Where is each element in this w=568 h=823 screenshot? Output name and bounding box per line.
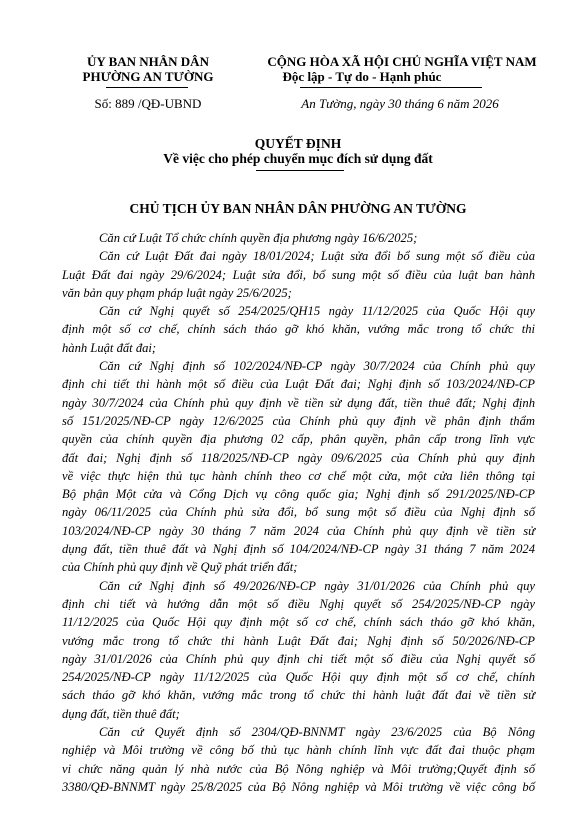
body-line: Căn cứ Luật Tổ chức chính quyền địa phương ngày 16/6/2025; [99, 231, 418, 245]
body-line: vi chức năng quản lý nhà nước của Bộ Nông nghiệp và Môi trường;Quyết định số [62, 761, 535, 776]
body-line: 254/2025/NĐ-CP ngày 11/12/2025 của Quốc Hội quy định một số cơ chế, chính [62, 670, 535, 685]
body-line: ngày 31/01/2026 của Chính phủ quy định chi tiết một số điều của Nghị quyết số [62, 651, 535, 666]
body-line: Căn cứ Nghị định số 102/2024/NĐ-CP ngày 30/7/2024 của Chính phủ quy [99, 359, 535, 374]
decision-body [62, 229, 535, 796]
body-line: định một số cơ chế, chính sách tháo gỡ khó khăn, vướng mắc trong tổ chức thi [62, 322, 535, 337]
body-line: hành Luật đất đai; [62, 340, 157, 355]
agency-name-line1: ỦY BAN NHÂN DÂN [87, 54, 209, 69]
nation-name: CỘNG HÒA XÃ HỘI CHỦ NGHĨA VIỆT NAM [267, 54, 537, 69]
issuing-authority: CHỦ TỊCH ỦY BAN NHÂN DÂN PHƯỜNG AN TƯỜNG [129, 201, 467, 216]
body-line: Luật Đất đai ngày 29/6/2024; Luật sửa đổi, bổ sung một số điều của luật ban hành [62, 267, 535, 282]
body-line: sách tháo gỡ khó khăn, vướng mắc trong tổ chức thi hành luật đất đai về tiền sử [62, 688, 535, 703]
body-line: định chi tiết thi hành một số điều của Luật Đất đai; Nghị định số 103/2024/NĐ-CP [62, 377, 535, 392]
document-number: Số: 889 /QĐ-UBND [94, 96, 202, 111]
body-line: Căn cứ Nghị quyết số 254/2025/QH15 ngày 11/12/2025 của Quốc Hội quy [99, 304, 535, 319]
body-line: 11/12/2025 của Quốc Hội quy định một số cơ chế, chính sách tháo gỡ khó khăn, [62, 615, 535, 630]
motto-underline [300, 87, 482, 88]
body-line: số 151/2025/NĐ-CP ngày 12/6/2025 của Chính phủ quy định về phân định thẩm [62, 413, 535, 428]
body-line: đất đai; Nghị định số 118/2025/NĐ-CP ngày 09/6/2025 của Chính phủ quy định [62, 450, 535, 465]
body-line: 103/2024/NĐ-CP ngày 30 tháng 7 năm 2024 của Chính phủ quy định về tiền sử [62, 523, 535, 538]
body-line: vướng mắc trong tổ chức thi hành Luật Đất đai; Nghị định số 50/2026/NĐ-CP [62, 633, 535, 648]
body-line: của Chính phủ quy định về Quỹ phát triển đất; [62, 560, 298, 575]
subject-underline [256, 170, 344, 171]
decision-subject: Về việc cho phép chuyển mục đích sử dụng đất [163, 151, 433, 166]
body-line: dụng đất, tiền thuê đất và Nghị định số 104/2024/NĐ-CP ngày 31 tháng 7 năm 2024 [62, 542, 535, 557]
nation-motto: Độc lập - Tự do - Hạnh phúc [282, 69, 442, 84]
body-line: 3380/QĐ-BNNMT ngày 25/8/2025 của Bộ Nông nghiệp và Môi trường về việc công bố [62, 779, 535, 794]
body-line: quyền của chính quyền địa phương 02 cấp, phân quyền, phân cấp trong lĩnh vực [62, 432, 535, 447]
body-line: Căn cứ Luật Đất đai ngày 18/01/2024; Luật sửa đổi bổ sung một số điều của [99, 249, 535, 264]
body-line: ngày 06/11/2025 của Chính phủ sửa đổi, bổ sung một số điều của Nghị định số [62, 505, 535, 520]
agency-underline [106, 87, 188, 88]
agency-name-line2: PHƯỜNG AN TƯỜNG [82, 69, 214, 84]
body-line: văn bản quy phạm pháp luật ngày 25/6/2025; [62, 285, 292, 300]
decision-title: QUYẾT ĐỊNH [254, 136, 342, 151]
body-line: định chi tiết và hướng dẫn một số điều Nghị quyết số 254/2025/NĐ-CP ngày [62, 596, 535, 611]
body-line: Bộ phận Một cửa và Cổng Dịch vụ công quốc gia; Nghị định số 291/2025/NĐ-CP [62, 487, 535, 502]
body-line: Căn cứ Quyết định số 2304/QĐ-BNNMT ngày 23/6/2025 của Bộ Nông [99, 725, 535, 740]
body-line: ngày 30/7/2024 của Chính phủ quy định về tiền sử dụng đất, tiền thuê đất; Nghị định [62, 395, 535, 410]
body-line: nghiệp và Môi trường về công bố thủ tục hành chính lĩnh vực đất đai thuộc phạm [62, 743, 535, 758]
body-line: về việc thực hiện thủ tục hành chính theo cơ chế một cửa, một cửa liên thông tại [62, 468, 535, 483]
place-date: An Tường, ngày 30 tháng 6 năm 2026 [301, 96, 499, 111]
body-line: dụng đất, tiền thuê đất; [62, 706, 180, 721]
body-line: Căn cứ Nghị định số 49/2026/NĐ-CP ngày 31/01/2026 của Chính phủ quy [99, 578, 535, 593]
